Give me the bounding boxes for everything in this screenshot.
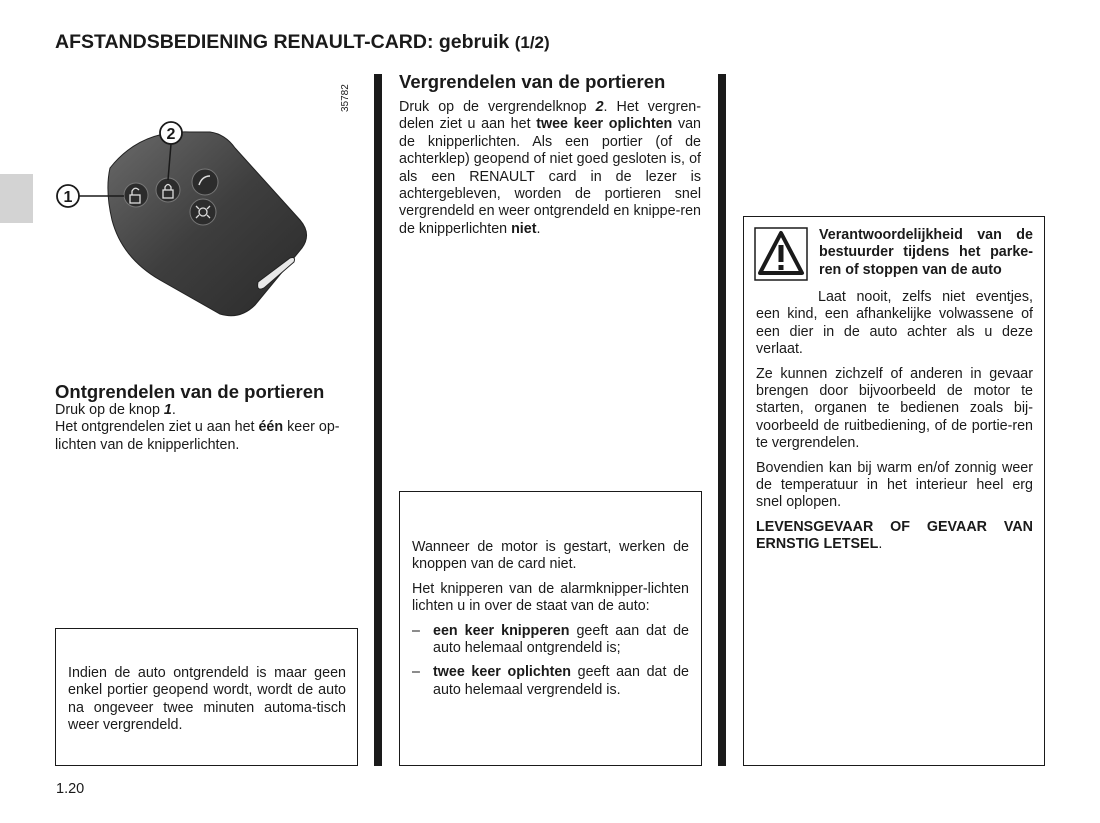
lock-note-content — [412, 539, 689, 706]
callout-label-1: 1 — [63, 189, 73, 206]
list-item — [412, 623, 689, 658]
list-dash: – — [412, 664, 420, 681]
lock-text-end: . — [536, 220, 541, 237]
warning-p1: Laat nooit, zelfs niet eventjes, een kind, een afhankelijke volwassene of een dier in de auto achter als u deze verlaat. — [756, 289, 1033, 358]
page-title-text: AFSTANDSBEDIENING RENAULT-CARD: gebruik — [55, 31, 510, 53]
list-item1-rest: geeft aan dat de auto helemaal ontgrendeld is; — [433, 622, 689, 657]
lock-text-bold2: niet — [511, 220, 537, 237]
warning-p4-bold: LEVENSGEVAAR OF GEVAAR VAN ERNSTIG LETSEL — [756, 518, 1033, 553]
lock-text-mid2: van de knipperlichten. Als een portier (of de achterklep) geopend of niet goed gesloten is, of als een RENAULT card in de lezer is achtergebleven, worden de portieren snel vergrendeld en weer ontgrendeld en knippe-ren de knipperlichten — [399, 116, 701, 237]
tailgate-button — [192, 169, 218, 195]
section-tab — [0, 174, 33, 223]
lock-button-ref: 2 — [595, 99, 604, 115]
unlock-line1-pre: Druk op de knop — [55, 402, 164, 418]
list-item2-bold: twee keer oplichten — [433, 664, 572, 681]
lock-text-pre: Druk op de vergrendelknop — [399, 99, 596, 115]
unlock-note-box — [55, 628, 358, 766]
lock-note-p2: Het knipperen van de alarmknipper-lichten lichten u in over de staat van de auto: — [412, 580, 689, 615]
lock-note-box — [399, 491, 702, 766]
page-title-part: (1/2) — [514, 33, 550, 52]
list-item1-bold: een keer knipperen — [433, 622, 570, 639]
column-divider-left — [374, 74, 382, 766]
lock-heading: Vergrendelen van de portieren — [399, 71, 666, 92]
lock-text-bold1: twee keer oplichten — [536, 116, 673, 133]
callout-label-2: 2 — [166, 126, 176, 143]
key-card-illustration — [50, 110, 320, 325]
unlock-line2-pre: Het ontgrendelen ziet u aan het — [55, 419, 259, 436]
unlock-line1-post: . — [171, 402, 176, 418]
list-dash: – — [412, 622, 420, 639]
warning-title: Verantwoordelijkheid van de bestuurder tijdens het parke-ren of stoppen van de auto — [819, 227, 1033, 278]
unlock-button-ref: 1 — [163, 402, 172, 418]
page-title — [55, 31, 550, 54]
unlock-text — [55, 402, 357, 454]
warning-content — [756, 289, 1033, 561]
unlock-button — [124, 183, 148, 207]
warning-triangle-icon — [754, 227, 808, 281]
lights-button — [190, 199, 216, 225]
lock-button — [156, 178, 180, 202]
list-item — [412, 664, 689, 699]
unlock-line2-post: keer op-lichten van de knipperlichten. — [55, 419, 340, 453]
lock-text-mid1: . Het vergren-delen ziet u aan het — [399, 99, 701, 133]
column-divider-right — [718, 74, 726, 766]
unlock-note-text: Indien de auto ontgrendeld is maar geen enkel portier geopend wordt, wordt de auto na ongeveer twee minuten automa-tisch weer vergrendeld. — [68, 665, 346, 734]
list-item2-rest: geeft aan dat de auto helemaal vergrendeld is. — [433, 664, 689, 698]
unlock-heading: Ontgrendelen van de portieren — [55, 381, 325, 402]
unlock-line2-bold: één — [258, 419, 284, 436]
warning-p4-end: . — [878, 536, 883, 553]
warning-p2: Ze kunnen zichzelf of anderen in gevaar brengen door bijvoorbeeld de motor te starten, organen te bedienen zoals bij-voorbeeld de ruitbediening, of de portie-ren te vergrendelen. — [756, 365, 1033, 452]
warning-p3: Bovendien kan bij warm en/of zonnig weer de temperatuur in het interieur heel erg snel oplopen. — [756, 459, 1033, 511]
lock-note-p1: Wanneer de motor is gestart, werken de knoppen van de card niet. — [412, 539, 689, 573]
page-number: 1.20 — [56, 781, 85, 797]
warning-p4 — [756, 519, 1033, 554]
lock-text — [399, 99, 701, 238]
figure-code: 35782 — [340, 84, 351, 112]
warning-box — [743, 216, 1045, 766]
